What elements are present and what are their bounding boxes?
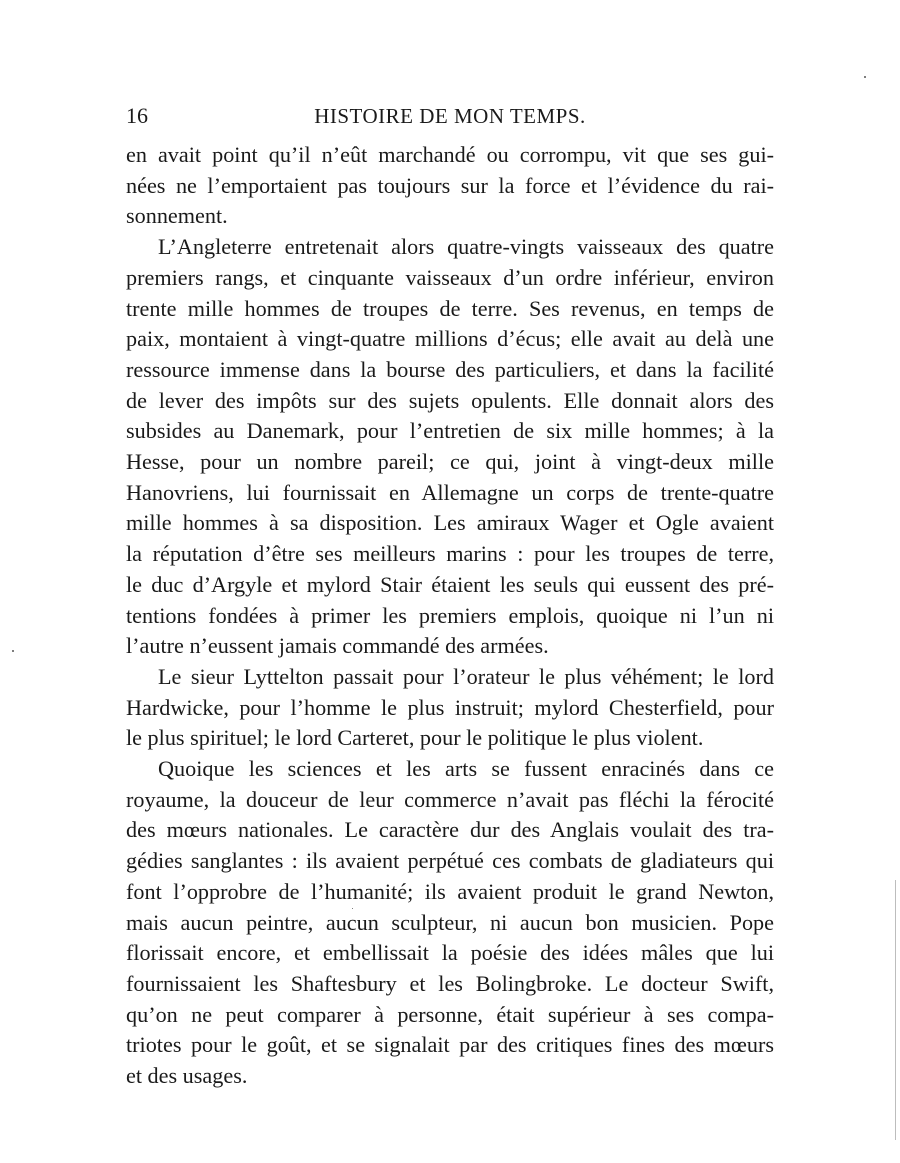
text-line: le duc d’Argyle et mylord Stair étaient les seuls qui eussent des pré- <box>126 571 774 597</box>
text-line: Hesse, pour un nombre pareil; ce qui, joint à vingt-deux mille <box>126 449 774 475</box>
page-number: 16 <box>126 103 148 128</box>
text-line: de lever des impôts sur des sujets opulents. Elle donnait alors des <box>126 387 774 413</box>
text-line: et des usages. <box>126 1063 248 1089</box>
text-line: en avait point qu’il n’eût marchandé ou corrompu, vit que ses gui- <box>126 142 774 167</box>
text-line: qu’on ne peut comparer à personne, était supérieur à ses compa- <box>126 1001 774 1027</box>
text-line: subsides au Danemark, pour l’entretien de six mille hommes; à la <box>126 418 774 444</box>
text-line: gédies sanglantes : ils avaient perpétué ces combats de gladiateurs qui <box>126 848 774 874</box>
text-line: la réputation d’être ses meilleurs marins : pour les troupes de terre, <box>126 541 774 567</box>
paragraph-3 <box>126 662 774 754</box>
text-line: royaume, la douceur de leur commerce n’avait pas fléchi la férocité <box>126 786 774 812</box>
page-edge-shadow <box>895 880 896 1140</box>
text-line: ressource immense dans la bourse des particuliers, et dans la facilité <box>126 356 774 382</box>
paper-speck <box>12 650 14 652</box>
text-line: fournissaient les Shaftesbury et les Bolingbroke. Le docteur Swift, <box>126 970 774 996</box>
paper-speck <box>864 76 866 78</box>
text-line: font l’opprobre de l’humanité; ils avaient produit le grand Newton, <box>126 878 774 904</box>
text-line: l’autre n’eussent jamais commandé des armées. <box>126 633 549 659</box>
paragraph-4 <box>126 754 774 1092</box>
text-line: nées ne l’emportaient pas toujours sur la force et l’évidence du rai- <box>126 172 774 198</box>
text-line: L’Angleterre entretenait alors quatre-vingts vaisseaux des quatre <box>158 234 774 260</box>
text-line: des mœurs nationales. Le caractère dur des Anglais voulait des tra- <box>126 817 774 843</box>
text-line: triotes pour le goût, et se signalait par des critiques fines des mœurs <box>126 1032 774 1058</box>
running-head <box>126 101 774 131</box>
text-line: mais aucun peintre, aucun sculpteur, ni aucun bon musicien. Pope <box>126 909 774 935</box>
text-line: paix, montaient à vingt-quatre millions d’écus; elle avait au delà une <box>126 326 774 352</box>
text-line: Le sieur Lyttelton passait pour l’orateur le plus véhément; le lord <box>158 663 774 689</box>
text-line: mille hommes à sa disposition. Les amiraux Wager et Ogle avaient <box>126 510 774 536</box>
text-line: Quoique les sciences et les arts se fussent enracinés dans ce <box>158 756 774 782</box>
text-line: sonnement. <box>126 203 228 229</box>
text-line: florissait encore, et embellissait la poésie des idées mâles que lui <box>126 940 774 966</box>
paper-speck <box>352 908 353 909</box>
running-title: HISTOIRE DE MON TEMPS. <box>314 104 586 128</box>
text-line: premiers rangs, et cinquante vaisseaux d’un ordre inférieur, environ <box>126 264 774 290</box>
body-text <box>126 140 774 1092</box>
paragraph-1 <box>126 140 774 232</box>
paragraph-2 <box>126 232 774 662</box>
text-line: le plus spirituel; le lord Carteret, pour le politique le plus violent. <box>126 725 704 751</box>
text-line: tentions fondées à primer les premiers emplois, quoique ni l’un ni <box>126 602 774 628</box>
text-line: Hardwicke, pour l’homme le plus instruit; mylord Chesterfield, pour <box>126 694 774 720</box>
text-line: trente mille hommes de troupes de terre. Ses revenus, en temps de <box>126 295 774 321</box>
text-line: Hanovriens, lui fournissait en Allemagne un corps de trente-quatre <box>126 479 774 505</box>
